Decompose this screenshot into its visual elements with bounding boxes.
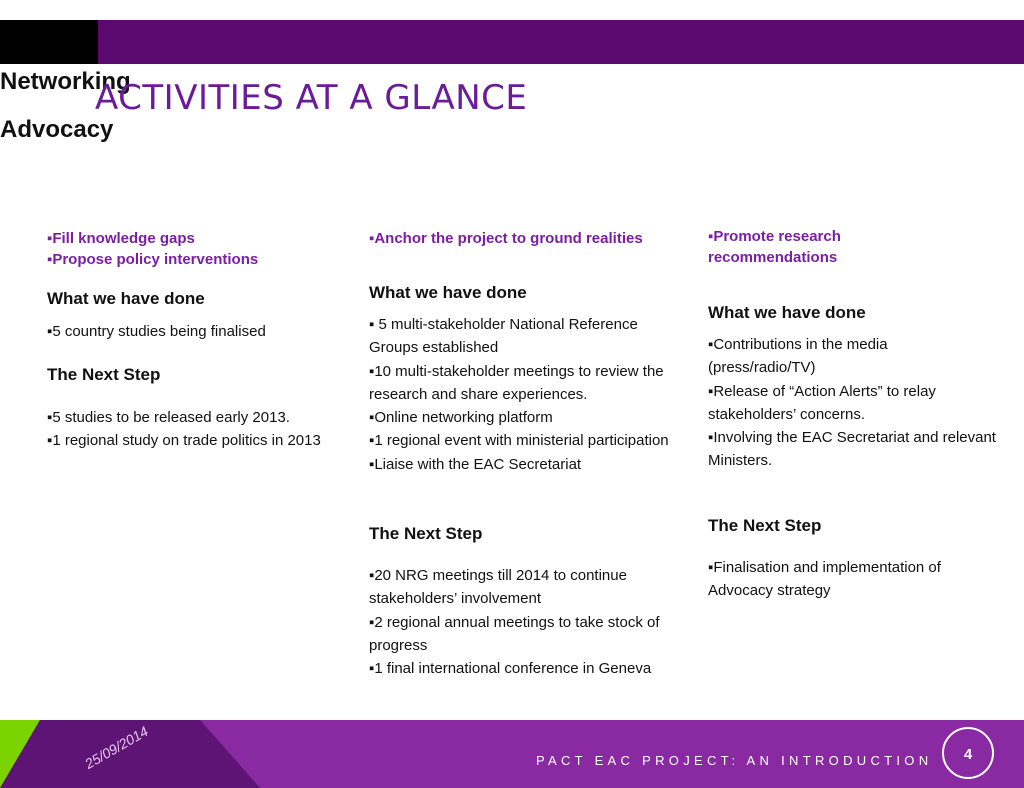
next-step-list xyxy=(369,564,685,680)
list-item: ▪10 multi-stakeholder meetings to review the research and share experiences. xyxy=(369,362,664,403)
done-label: What we have done xyxy=(47,288,205,308)
list-item: ▪Contributions in the media (press/radio/TV) xyxy=(708,335,888,377)
list-item: ▪1 regional event with ministerial participation xyxy=(369,432,669,450)
done-list xyxy=(708,333,998,473)
list-item: ▪ 5 multi-stakeholder National Reference Groups established xyxy=(369,315,638,357)
done-list xyxy=(47,320,337,343)
goal-item: ▪Propose policy interventions xyxy=(47,250,259,268)
page-number: 4 xyxy=(963,745,973,763)
next-step-list xyxy=(47,406,339,453)
next-step-label: The Next Step xyxy=(708,515,822,535)
goals-list xyxy=(47,228,347,270)
footer-title: PACT EAC PROJECT: AN INTRODUCTION xyxy=(536,752,933,768)
done-label: What we have done xyxy=(708,302,866,322)
list-item: ▪20 NRG meetings till 2014 to continue stakeholders’ involvement xyxy=(369,566,627,608)
next-step-list xyxy=(708,556,998,603)
next-step-label: The Next Step xyxy=(47,364,161,384)
footer-date: 25/09/2014 xyxy=(82,722,151,772)
list-item: ▪2 regional annual meetings to take stock of progress xyxy=(369,613,660,654)
goal-item: ▪Promote research recommendations xyxy=(708,227,841,266)
list-item: ▪Involving the EAC Secretariat and relevant Ministers. xyxy=(708,429,996,470)
list-item: ▪Liaise with the EAC Secretariat xyxy=(369,455,582,473)
page-number-badge xyxy=(942,727,994,779)
next-step-label: The Next Step xyxy=(369,523,483,543)
list-item: ▪5 studies to be released early 2013. xyxy=(47,408,290,426)
goals-list xyxy=(369,228,689,249)
done-list xyxy=(369,313,685,476)
list-item: ▪Finalisation and implementation of Advocacy strategy xyxy=(708,558,941,600)
list-item: ▪1 regional study on trade politics in 2013 xyxy=(47,432,321,450)
top-bar-purple-band xyxy=(98,20,1024,64)
slide-title: ACTIVITIES AT A GLANCE xyxy=(95,77,528,118)
top-bar-black-block xyxy=(0,20,98,64)
list-item: ▪Release of “Action Alerts” to relay stakeholders’ concerns. xyxy=(708,382,936,423)
done-label: What we have done xyxy=(369,282,527,302)
goal-item: ▪Anchor the project to ground realities xyxy=(369,229,643,247)
list-item: ▪1 final international conference in Geneva xyxy=(369,660,652,678)
list-item: ▪5 country studies being finalised xyxy=(47,322,266,340)
column-heading: Advocacy xyxy=(0,115,114,143)
column-heading: Networking xyxy=(0,67,131,95)
list-item: ▪Online networking platform xyxy=(369,409,553,427)
goals-list xyxy=(708,226,908,268)
goal-item: ▪Fill knowledge gaps xyxy=(47,229,195,247)
